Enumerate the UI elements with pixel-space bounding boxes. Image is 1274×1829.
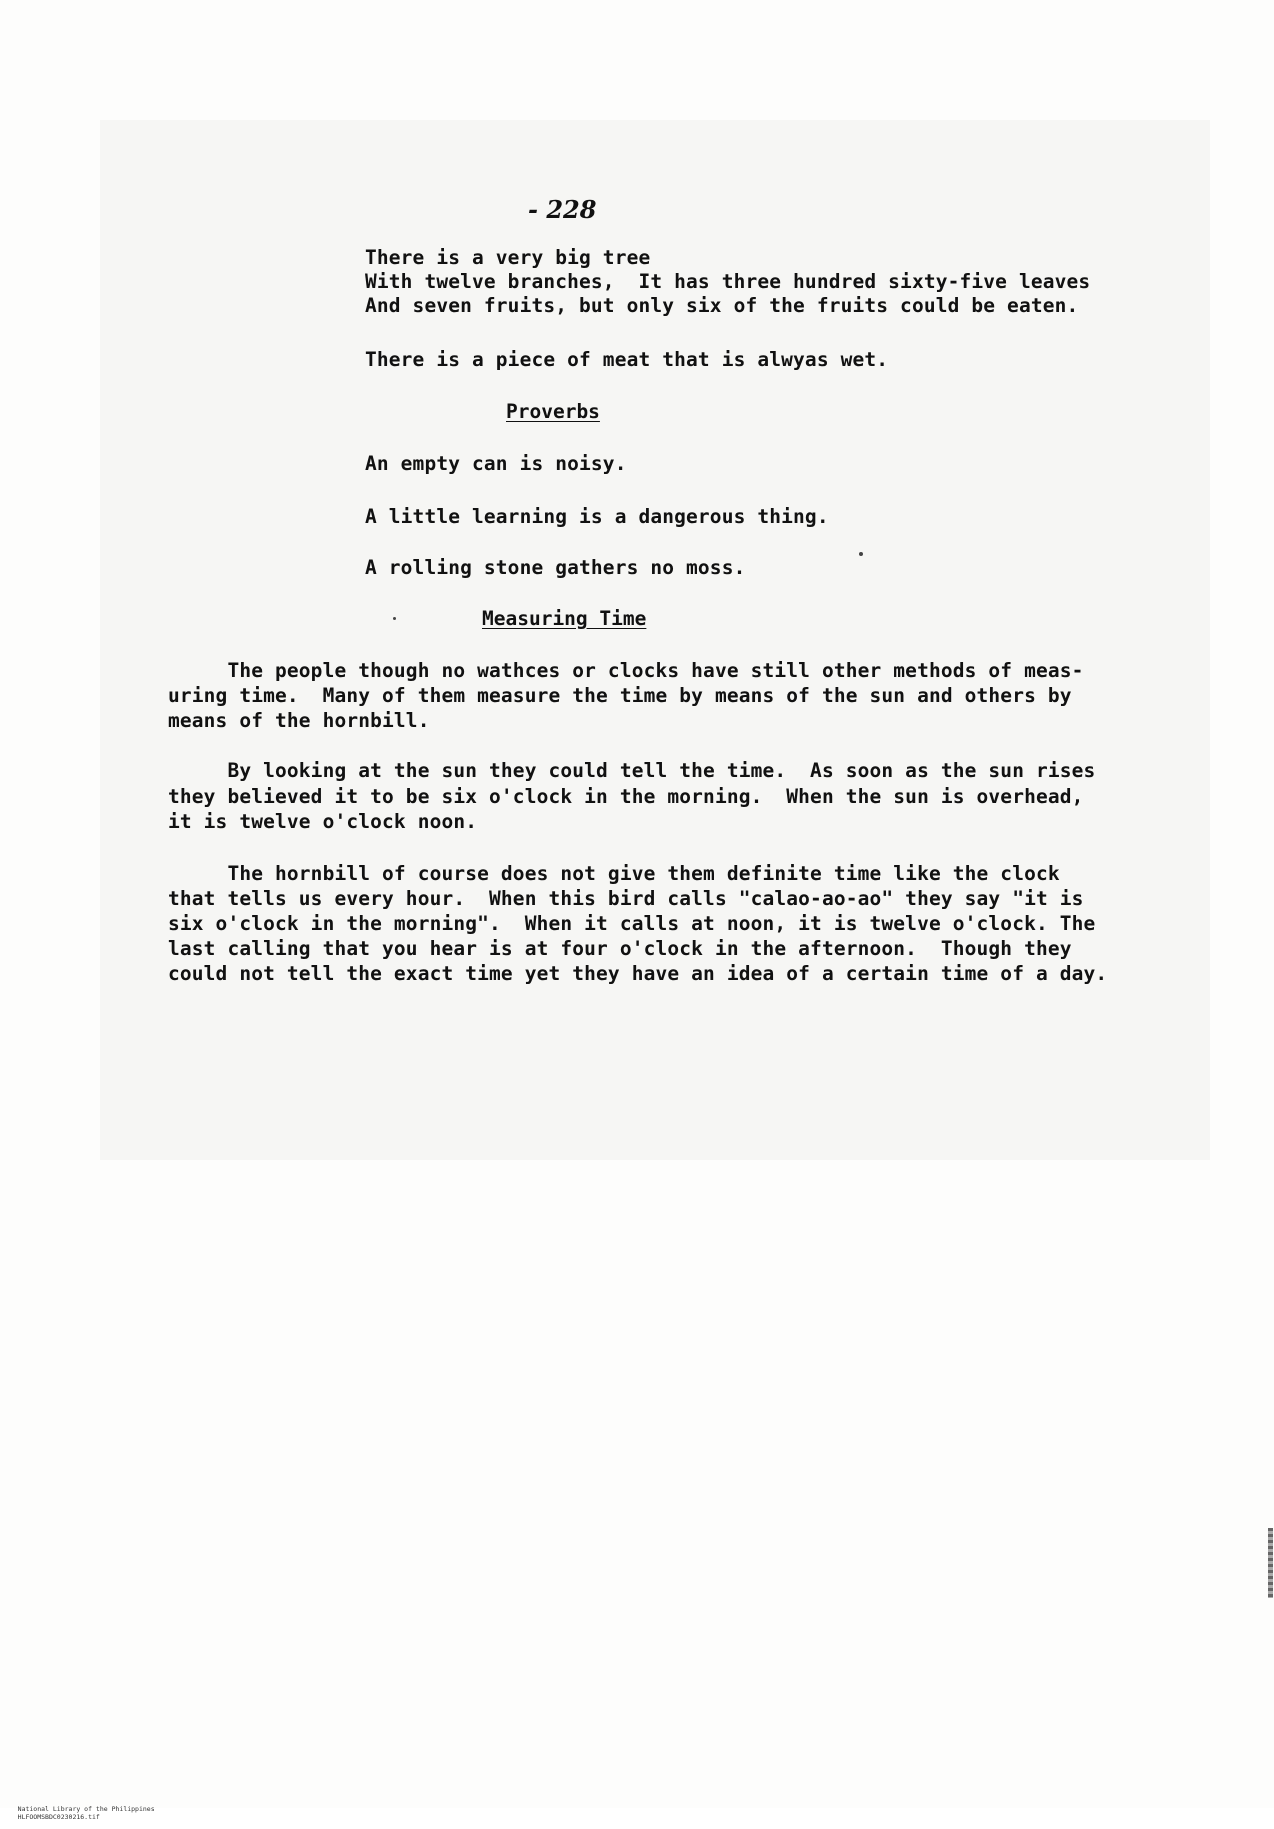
paragraph-line: it is twelve o'clock noon.: [168, 810, 478, 833]
scan-speck: [393, 617, 396, 620]
paragraph-line: By looking at the sun they could tell the time. As soon as the sun rises: [168, 759, 1096, 782]
riddle-line: With twelve branches, It has three hundred sixty-five leaves: [365, 270, 1091, 293]
paragraph-line: they believed it to be six o'clock in the morning. When the sun is overhead,: [168, 785, 1084, 808]
scan-footer: [2, 1797, 173, 1829]
paragraph-line: six o'clock in the morning". When it calls at noon, it is twelve o'clock. The: [168, 912, 1096, 935]
paragraph-line: last calling that you hear is at four o'clock in the afternoon. Though they: [168, 937, 1072, 960]
proverb-item: A little learning is a dangerous thing.: [365, 505, 829, 528]
proverb-item: An empty can is noisy.: [365, 452, 627, 475]
paragraph-line: The people though no wathces or clocks have still other methods of meas-: [168, 659, 1084, 682]
riddle-line: There is a very big tree: [365, 246, 651, 269]
page-number: - 228: [528, 195, 597, 224]
paragraph-line: could not tell the exact time yet they have an idea of a certain time of a day.: [168, 962, 1108, 985]
paragraph-line: means of the hornbill.: [168, 709, 430, 732]
proverbs-heading: Proverbs: [506, 400, 600, 423]
scanner-edge-mark: [1268, 1528, 1273, 1598]
footer-filename: HLFOOMSBDC0230216.tif: [17, 1813, 100, 1821]
proverb-item: A rolling stone gathers no moss.: [365, 556, 746, 579]
paragraph-line: that tells us every hour. When this bird calls "calao-ao-ao" they say "it is: [168, 887, 1084, 910]
scan-speck: [859, 552, 863, 556]
paragraph-line: uring time. Many of them measure the time by means of the sun and others by: [168, 684, 1072, 707]
riddle-line: There is a piece of meat that is alwyas wet.: [365, 348, 889, 371]
riddle-line: And seven fruits, but only six of the fruits could be eaten.: [365, 294, 1079, 317]
footer-library: National Library of the Philippines: [17, 1805, 155, 1813]
measuring-time-heading: Measuring Time: [482, 607, 647, 630]
paragraph-line: The hornbill of course does not give them definite time like the clock: [168, 862, 1060, 885]
